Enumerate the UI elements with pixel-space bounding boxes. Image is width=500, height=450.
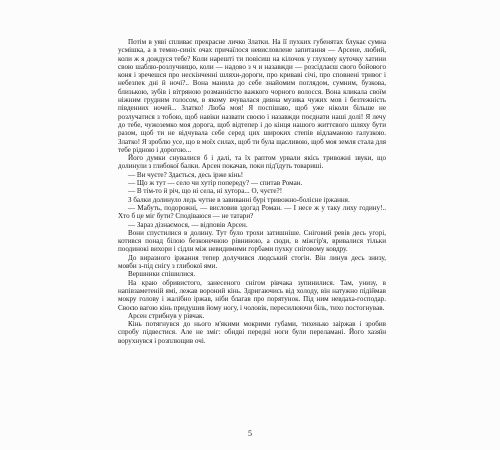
- paragraph: Його думки снувалися б і далі, та їх раптом урвали якісь тривожні звуки, що долинули з глибокої балки. Арсен покачав, поки під'їдуть товариші.: [118, 154, 386, 171]
- paragraph: З балки долинуло ледь чутне в завиванні бурі тривожно-болісне іржання.: [128, 195, 350, 204]
- page-number: 5: [248, 429, 252, 438]
- paragraph: Вони спустилися в долину. Тут було трохи затишніше. Сніговий ревів десь угорі, котився понад білою безконечною рівниною, а сюди, в міжгір'я, вривалися тільки поодинокі вихори і сідли між невидимими горбами пухку сніговому ковдру.: [118, 228, 386, 254]
- paragraph: — Зараз дізнаємося, — відповів Арсен.: [128, 220, 248, 229]
- paragraph: — Що ж тут — село чи хутір попереду? — спитав Роман.: [128, 179, 303, 188]
- paragraph: Потім в уяві спливає прекрасне личко Златки. На її пухких губенятах блукає сумна усмішка, а в темно-синіх очах причаїлося невисловлене запитання — Арсене, любий, коли ж я дождуся тебе? Коли нарешті ти повісиш на кілочок у глухому куточку хатини свою шаблю-розлучницю, коли — надово з ч и назавжди — розсідлаєш свого бойового коня і зречешся про нескінченні шляхи-дороги, про криваві січі, про сповнені тривог і небезпек дні й ночі?.. Вона манила до себе знайомим поглядом, сумним, бузкова, близькою, зубів і вітряною розманністю важкого чорного волосся. Вона кликала своїм ніжним грудним голосом, в якому вчувалася дивна музика чужих мов і безтежність південних ночей... Златко! Люба моя! Я поспішаю, щоб уже ніколи більше не розлучатися з тобою, щоб навіки назвати своєю і назавжди поєднати наші долі! Я лечу до тебе, чужоземко моя дорога, щоб відтепер і до кінця нашого життєвого шляху бути разом, щоб ти не відчувала себе серед цих широких степів відламаною галузкою. Златко! Я зроблю усе, що в моїх силах, щоб ти була щасливою, щоб моя земля стала для тебе рідною і дорогою...: [118, 38, 386, 154]
- paragraph: — В тім-то й річ, що ні села, ні хутора... О, чуєте?!: [128, 187, 283, 196]
- body-text: [118, 38, 386, 345]
- paragraph: Арсен стрибнув у рівчак.: [128, 311, 205, 320]
- paragraph: Вершники спішилися.: [128, 270, 196, 279]
- paragraph: Кінь потягнувся до нього м'якими мокрими губами, тихенько заіржав і зробив спробу підвестися. Але не зміг: обидві передні ноги були переламані. Його хазяїн ворухнувся і розплющив очі.: [118, 320, 386, 345]
- paragraph: — Мабуть, подорожні, — висловив здогад Роман. — І несе ж у таку лиху годину!.. Хто б це міг бути? Сподіваюся — не татари?: [118, 203, 386, 221]
- paragraph: На краю обривистого, занесеного снігом рівчака зупинилися. Там, унизу, в напівзаметеній ямі, лежав вороний кінь. Здригаючись від холоду, він натужно підіймав мокру голову і жалібно іржав, ніби благав про порятунок. Під ним невдаха-господар. Своєю вагою кінь придушив йому ногу, і чоловік, пересилюючи біль, тихо постогнував.: [118, 278, 386, 312]
- paragraph: До виразного іржання тепер долучився людський стогін. Він линув десь знизу, мовби з-під снігу з глибокої ями.: [118, 253, 386, 271]
- paragraph: — Ви чуєте? Здається, десь ірже кінь!: [128, 170, 244, 179]
